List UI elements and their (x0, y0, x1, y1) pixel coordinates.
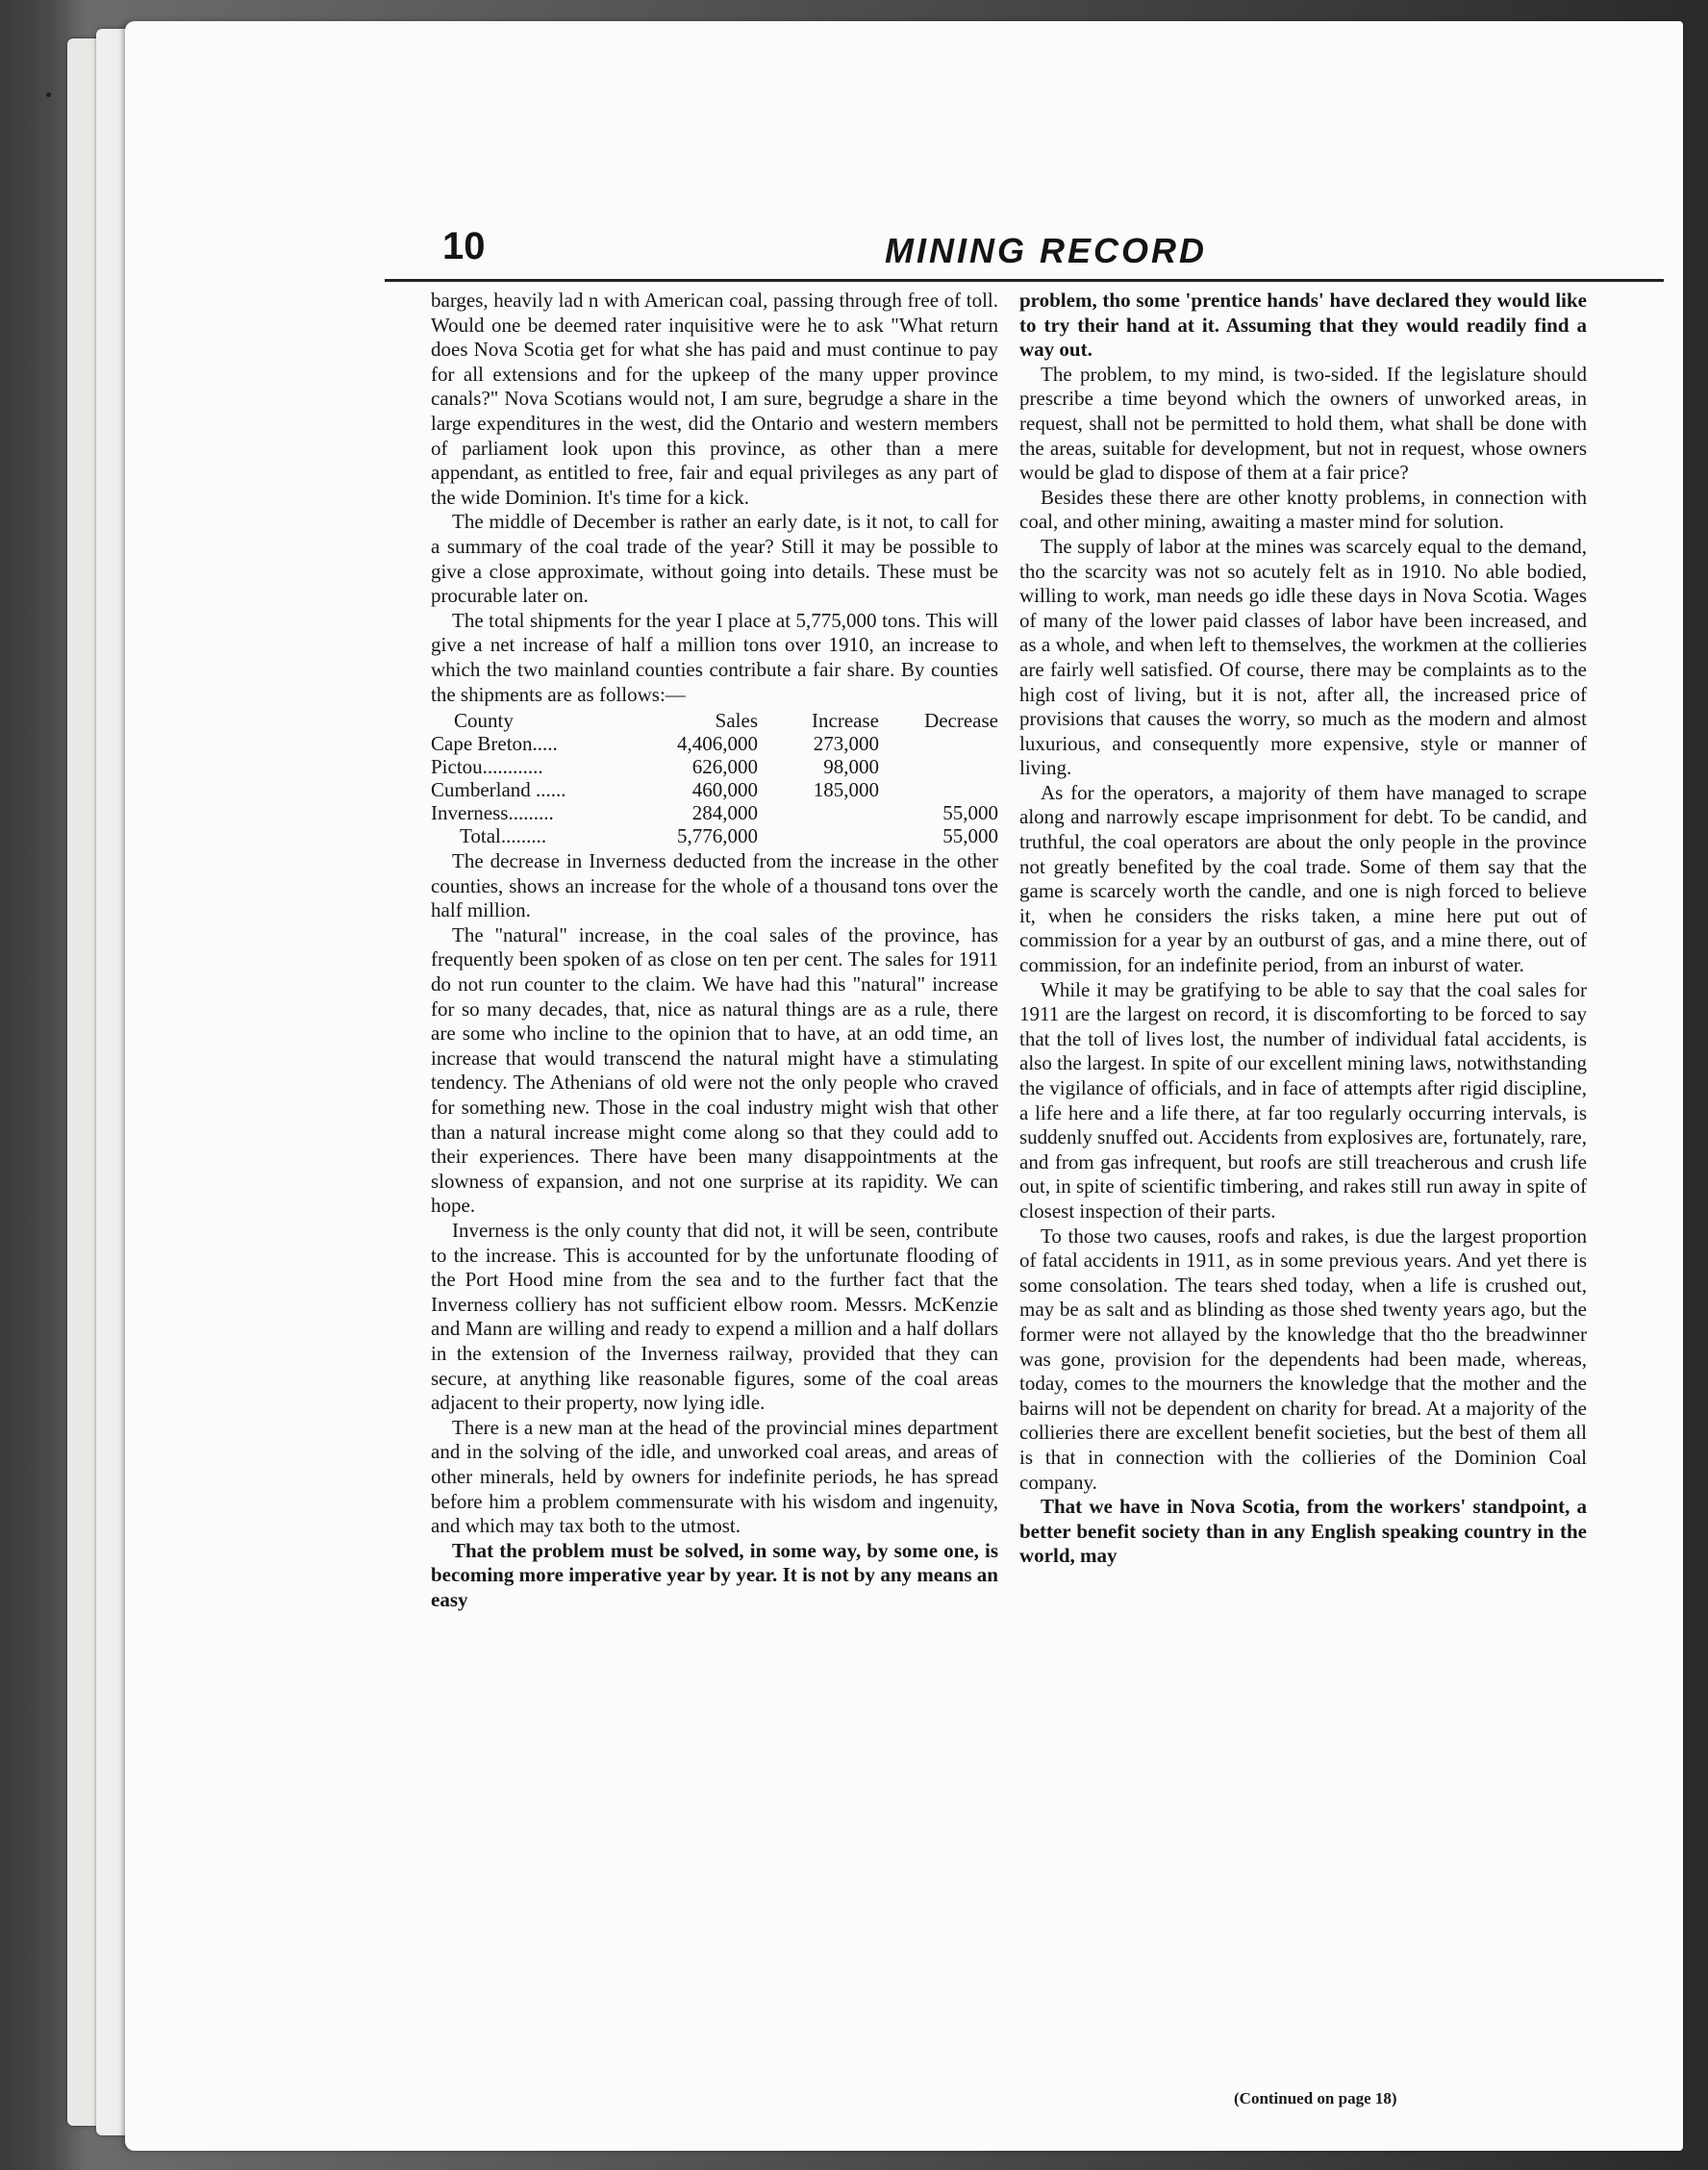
table-row (431, 732, 998, 755)
table-row (431, 801, 998, 824)
left-column (431, 289, 998, 2078)
cell-county: Inverness......... (431, 801, 554, 825)
cell-decrease: 55,000 (942, 824, 998, 848)
cell-increase: 98,000 (823, 755, 879, 779)
cell-decrease (879, 755, 998, 778)
cell-sales: 4,406,000 (677, 732, 758, 756)
cell-county: Cumberland ...... (431, 778, 566, 802)
magazine-page (125, 21, 1683, 2151)
paragraph: Besides these there are other knotty problems, in connection with coal, and other mining, awaiting a master mind for solution. (1019, 485, 1587, 534)
cell-increase: 273,000 (813, 732, 879, 756)
cell-county: Pictou............ (431, 755, 543, 779)
column-header-sales: Sales (715, 709, 758, 733)
table-row (431, 778, 998, 801)
cell-county: Cape Breton..... (431, 732, 558, 756)
paragraph: There is a new man at the head of the provincial mines department and in the solving of the idle, and unworked coal areas, and areas of other minerals, held by owners for indefinite periods, he has spread before him a problem commensurate with his wisdom and ingenuity, and which may tax both to the utmost. (431, 1415, 998, 1538)
paragraph: While it may be gratifying to be able to say that the coal sales for 1911 are the largest on record, it is discomforting to be forced to say that the toll of lives lost, the number of individual fatal accidents, is also the largest. In spite of our excellent mining laws, notwithstanding the vigilance of officials, and in face of attempts after rigid discipline, a life here and a life there, at far too regularly occurring intervals, is suddenly snuffed out. Accidents from explosives are, fortunately, rare, and from gas infrequent, but roofs are still treacherous and crush life out, in spite of scientific timbering, and rakes still run away in spite of closest inspection of their parts. (1019, 977, 1587, 1223)
paragraph: problem, tho some 'prentice hands' have declared they would like to try their hand at it. Assuming that they would readily find a way out. (1019, 289, 1587, 362)
page-number: 10 (442, 225, 486, 267)
shipments-table (431, 709, 998, 847)
paragraph: The problem, to my mind, is two-sided. If the legislature should prescribe a time beyond which the owners of unworked areas, in request, shall not be permitted to hold them, what shall be done with the areas, suitable for development, but not in request, whose owners would be glad to dispose of them at a fair price? (1019, 362, 1587, 485)
page-content (385, 221, 1664, 2107)
paragraph: Inverness is the only county that did not, it will be seen, contribute to the increase. This is accounted for by the unfortunate flooding of the Port Hood mine from the sea and to the further fact that the Inverness colliery has not sufficient elbow room. Messrs. McKenzie and Mann are willing and ready to expend a million and a half dollars in the extension of the Inverness railway, provided that they can secure, at anything like reasonable figures, some of the coal areas adjacent to their property, now lying idle. (431, 1219, 998, 1415)
paragraph: The "natural" increase, in the coal sales of the province, has frequently been spoken of as close on ten per cent. The sales for 1911 do not run counter to the claim. We have had this "natural" increase for so many decades, that, nice as natural things are as a rule, there are some who incline to the opinion that to have, at an odd time, an increase that would transcend the natural might have a stimulating tendency. The Athenians of old were not the only people who craved for something new. Those in the coal industry might wish that other than a natural increase might come along so that they could add to their experiences. There have been many disappointments at the slowness of expansion, and not one surprise at its rapidity. We can hope. (431, 922, 998, 1218)
paragraph: That we have in Nova Scotia, from the workers' standpoint, a better benefit society than in any English speaking country in the world, may (1019, 1495, 1587, 1568)
paragraph: The middle of December is rather an early date, is it not, to call for a summary of the coal trade of the year? Still it may be possible to give a close approximate, without going into details. These must be procurable later on. (431, 510, 998, 608)
column-header-increase: Increase (812, 709, 879, 733)
cell-sales: 460,000 (691, 778, 758, 802)
paragraph: To those two causes, roofs and rakes, is due the largest proportion of fatal accidents in 1911, as in some previous years. And yet there is some consolation. The tears shed today, when a life is crushed out, may be as salt and as blinding as those shed twenty years ago, but the former were not allayed by the knowledge that tho the breadwinner was gone, provision for the dependents had been made, whereas, today, comes to the mourners the knowledge that the mother and the bairns will not be dependent on charity for bread. At a majority of the collieries there are excellent benefit societies, but the best of them all is that in connection with the collieries of the Dominion Coal company. (1019, 1224, 1587, 1494)
table-header-row (431, 709, 998, 732)
column-header-decrease: Decrease (924, 709, 998, 733)
cell-increase (758, 824, 879, 847)
page-header (385, 221, 1664, 282)
article-columns (431, 289, 1590, 2107)
right-column (1019, 289, 1587, 2078)
paragraph: The supply of labor at the mines was scarcely equal to the demand, tho the scarcity was not so acutely felt as in 1910. No able bodied, willing to work, man needs go idle these days in Nova Scotia. Wages of many of the lower paid classes of labor have been increased, and as a whole, and when left to themselves, the workmen at the collieries are fairly well satisfied. Of course, there may be complaints as to the high cost of living, but it is not, after all, the increased price of provisions that causes the worry, so much as the modern and almost luxurious, and consequently more expensive, style or manner of living. (1019, 534, 1587, 780)
scan-speck (46, 92, 51, 97)
cell-increase: 185,000 (813, 778, 879, 802)
cell-decrease (879, 778, 998, 801)
continued-note: (Continued on page 18) (1234, 2089, 1397, 2107)
cell-sales: 5,776,000 (677, 824, 758, 848)
cell-decrease (879, 732, 998, 755)
cell-decrease: 55,000 (942, 801, 998, 825)
paragraph: The total shipments for the year I place at 5,775,000 tons. This will give a net increase of half a million tons over 1910, an increase to which the two mainland counties contribute a fair share. By counties the shipments are as follows:— (431, 608, 998, 706)
cell-increase (758, 801, 879, 824)
paragraph: As for the operators, a majority of them have managed to scrape along and narrowly escape imprisonment for debt. To be candid, and truthful, the coal operators are about the only people in the province not greatly benefited by the coal trade. Some of them say that the game is scarcely worth the candle, and one is nigh forced to believe it, when he considers the risks taken, a mine here put out of commission for a year by an outburst of gas, and a mine there, out of commission, for an indefinite period, from an inburst of water. (1019, 780, 1587, 977)
running-title: MINING RECORD (885, 231, 1207, 270)
paragraph: barges, heavily lad n with American coal, passing through free of toll. Would one be deemed rater inquisitive were he to ask "What return does Nova Scotia get for what she has paid and must continue to pay for all extensions and for the upkeep of the many upper province canals?" Nova Scotians would not, I am sure, begrudge a share in the large expenditures in the west, did the Ontario and western members of parliament look upon this province, as other than a mere appendant, as entitled to free, fair and equal privileges as any part of the wide Dominion. It's time for a kick. (431, 289, 998, 509)
paragraph: The decrease in Inverness deducted from the increase in the other counties, shows an increase for the whole of a thousand tons over the half million. (431, 849, 998, 922)
table-row (431, 755, 998, 778)
cell-county: Total......... (460, 824, 547, 848)
cell-sales: 284,000 (691, 801, 758, 825)
paragraph: That the problem must be solved, in some way, by some one, is becoming more imperative year by year. It is not by any means an easy (431, 1538, 998, 1611)
cell-sales: 626,000 (691, 755, 758, 779)
column-header-county: County (454, 709, 514, 733)
table-total-row (431, 824, 998, 847)
